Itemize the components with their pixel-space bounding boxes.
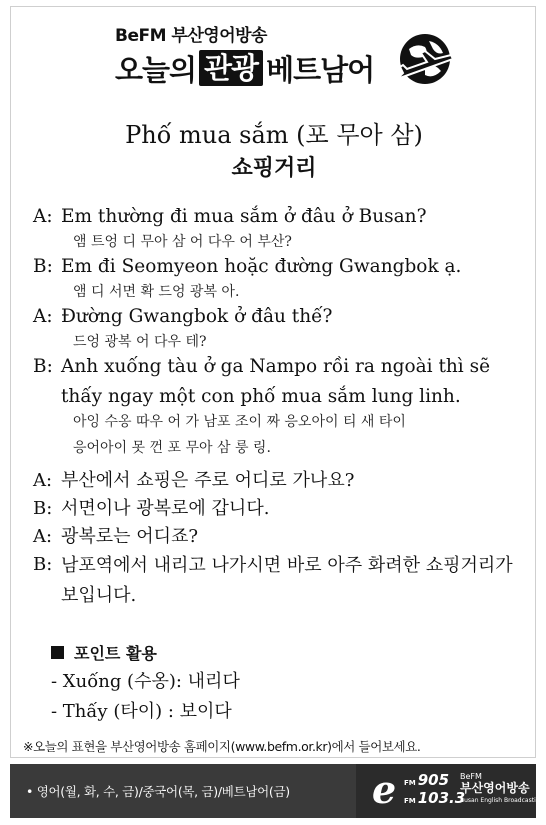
title-vietnamese: Phố mua sắm (포 무아 삼) [125, 121, 423, 149]
vietnamese-text: Em thường đi mua sắm ở đâu ở Busan? [61, 206, 427, 227]
brand-pre: 오늘의 [115, 52, 197, 87]
speaker-label: A: [33, 306, 53, 327]
korean-line [33, 467, 533, 495]
dialogue-line-cont [33, 385, 533, 409]
dialogue-vietnamese [33, 205, 533, 611]
frequency-2 [404, 790, 465, 809]
vietnamese-text: thấy ngay một con phố mua sắm lung linh. [61, 386, 461, 407]
vietnamese-text: Anh xuống tàu ở ga Nampo rồi ra ngoài thì sẽ [61, 356, 491, 377]
point-heading-text: 포인트 활용 [74, 644, 157, 663]
dialogue-line [33, 205, 533, 229]
speaker-label: A: [33, 526, 53, 547]
brand-title [115, 47, 374, 89]
dialogue-line [33, 255, 533, 279]
dialogue-line [33, 355, 533, 379]
korean-line [33, 551, 533, 611]
pronunciation: 드엉 광복 어 다우 테? [73, 334, 207, 350]
korean-line [33, 523, 533, 551]
vietnamese-text: Đường Gwangbok ở đâu thế? [61, 306, 333, 327]
globe-airplane-icon [395, 29, 455, 89]
korean-line [33, 495, 533, 523]
logo-english: Busan English Broadcasting [460, 797, 544, 804]
speaker-spacer [33, 385, 61, 409]
header [11, 7, 537, 99]
korean-text: 광복로는 어디죠? [61, 526, 199, 547]
e-logo-icon: e [372, 767, 397, 812]
pronunciation: 앰 디 서면 확 드엉 광복 아. [73, 284, 240, 300]
brand-small: BeFM 부산영어방송 [115, 26, 267, 46]
pronunciation: 아잉 수옹 따우 어 가 남포 조이 짜 응오아이 티 새 타이 [73, 414, 406, 430]
title-korean: 쇼핑거리 [231, 155, 317, 181]
vietnamese-text: Em đi Seomyeon hoặc đường Gwangbok ạ. [61, 256, 462, 277]
speaker-label: B: [33, 498, 53, 519]
footer-bar [10, 764, 544, 818]
speaker-label: B: [33, 356, 53, 377]
speaker-label: A: [33, 206, 53, 227]
square-bullet-icon [51, 646, 64, 659]
dialogue-line [33, 305, 533, 329]
frequency-value: 905 [417, 771, 450, 789]
speaker-label: B: [33, 256, 53, 277]
frequency-value: 103.3 [417, 789, 466, 807]
website-note: ※오늘의 표현을 부산영어방송 홈페이지(www.befm.or.kr)에서 들어보세요. [23, 739, 421, 754]
befm-logo [356, 764, 544, 818]
speaker-label: B: [33, 554, 53, 575]
point-item: - Thấy (타이) : 보이다 [51, 701, 232, 722]
korean-text: 서면이나 광복로에 갑니다. [61, 498, 270, 519]
brand-box: 관광 [199, 50, 263, 86]
fm-label: FM [404, 779, 416, 787]
fm-label: FM [404, 797, 416, 805]
pronunciation: 앰 트엉 디 무아 삼 어 다우 어 부산? [73, 234, 292, 250]
point-heading [51, 641, 157, 664]
language-schedule: • 영어(월, 화, 수, 금)/중국어(목, 금)/베트남어(금) [26, 784, 290, 799]
pronunciation: 응어아이 못 껀 포 무아 삼 룽 링. [73, 440, 271, 456]
logo-name: 부산영어방송 [460, 781, 530, 795]
brand-post: 베트남어 [266, 52, 375, 87]
speaker-label: A: [33, 470, 53, 491]
logo-befm: BeFM [460, 772, 482, 781]
korean-text: 남포역에서 내리고 나가시면 바로 아주 화려한 쇼핑거리가 보입니다. [61, 555, 513, 606]
korean-text: 부산에서 쇼핑은 주로 어디로 가나요? [61, 470, 355, 491]
lesson-card [10, 6, 536, 758]
point-item: - Xuống (수옹): 내리다 [51, 671, 240, 692]
